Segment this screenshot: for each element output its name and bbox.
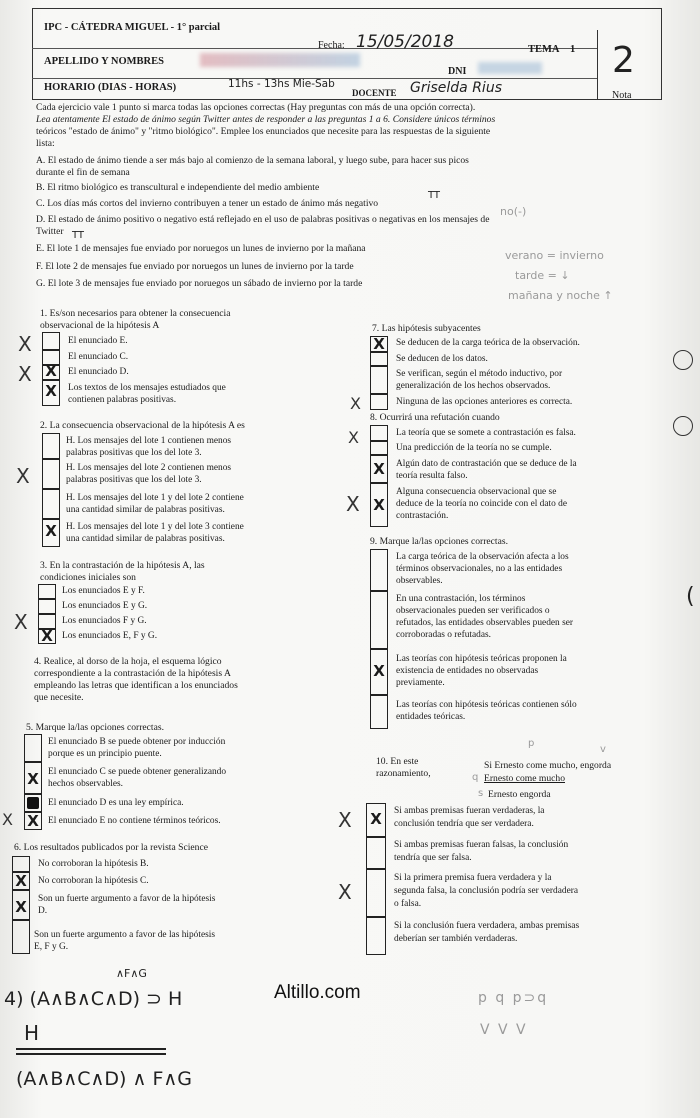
q3-checkbox-1[interactable] — [38, 584, 56, 599]
grade-cross-q8b: X — [346, 492, 360, 516]
q3-mark-4: X — [41, 627, 53, 645]
apellido-label: APELLIDO Y NOMBRES — [44, 56, 164, 67]
q10-option-2b: tendría que ser falsa. — [394, 853, 472, 863]
q8-checkbox-2[interactable] — [370, 441, 388, 455]
q3-option-4: Los enunciados E, F y G. — [62, 631, 158, 641]
q6-option-4b: E, F y G. — [34, 942, 69, 952]
q5-mark-4: X — [27, 812, 39, 830]
grade-cross-q2: X — [16, 464, 30, 488]
q4-line-2: correspondiente a la contrastación de la hipótesis A — [34, 668, 231, 679]
q9-option-4b: entidades teóricas. — [396, 712, 466, 722]
handwritten-formula-1: 4) (A∧B∧C∧D) ⊃ H — [4, 988, 183, 1010]
q2-option-1b: palabras positivas que los del lote 3. — [66, 448, 202, 458]
q9-checkbox-2[interactable] — [370, 591, 388, 649]
q2-option-2b: palabras positivas que los del lote 3. — [66, 475, 202, 485]
q1-mark-4: X — [45, 382, 57, 400]
q3-option-2: Los enunciados E y G. — [62, 601, 148, 611]
statement-d-cont: Twitter — [36, 226, 64, 237]
q10-premise-1: Si Ernesto come mucho, engorda — [484, 760, 612, 771]
q9-title: 9. Marque la/las opciones correctas. — [370, 536, 508, 547]
q10-line-1: 10. En este — [376, 756, 419, 767]
q8-mark-3: X — [373, 460, 385, 478]
q3-option-3: Los enunciados F y G. — [62, 616, 147, 626]
q4-line-3: empleando las letras que identifican a los enunciados — [34, 680, 238, 691]
q1-title-1: 1. Es/son necesarios para obtener la consecuencia — [40, 308, 231, 319]
exam-title: IPC - CÁTEDRA MIGUEL - 1° parcial — [44, 22, 221, 33]
q2-title: 2. La consecuencia observacional de la hipótesis A es — [40, 420, 245, 431]
q1-option-1: El enunciado E. — [68, 336, 128, 346]
q1-option-2: El enunciado C. — [68, 352, 129, 362]
q3-checkbox-2[interactable] — [38, 599, 56, 614]
q10-option-4a: Si la conclusión fuera verdadera, ambas premisas — [394, 921, 580, 931]
truth-table-header: p q p⊃q — [478, 990, 549, 1006]
margin-note-3: mañana y noche ↑ — [508, 289, 613, 302]
q10-mark-1: X — [370, 810, 382, 828]
horario-value: 11hs - 13hs Mie-Sab — [228, 78, 335, 90]
handwritten-rule-2 — [16, 1053, 166, 1055]
q7-option-1: Se deducen de la carga teórica de la observación. — [396, 338, 580, 348]
dni-redacted — [478, 62, 542, 74]
q6-checkbox-1[interactable] — [12, 856, 30, 872]
statement-e: E. El lote 1 de mensajes fue enviado por noruegos un lunes de invierno por la mañana — [36, 243, 366, 254]
q2-option-4b: una cantidad similar de palabras positivas. — [66, 534, 225, 544]
instructions-line-4: lista: — [36, 138, 55, 149]
nota-label: Nota — [612, 90, 632, 101]
q9-checkbox-1[interactable] — [370, 549, 388, 591]
q1-title-2: observacional de la hipótesis A — [40, 320, 160, 331]
q10-checkbox-4[interactable] — [366, 917, 386, 955]
q6-option-2: No corroboran la hipótesis C. — [38, 876, 149, 886]
q9-option-2c: refutados, las entidades observables pueden ser — [396, 618, 574, 628]
q5-option-2b: hechos observables. — [48, 779, 123, 789]
q2-checkbox-1[interactable] — [42, 433, 60, 459]
q5-option-4: El enunciado E no contiene términos teóricos. — [48, 816, 221, 826]
q4-line-4: que necesite. — [34, 692, 84, 703]
margin-note-1: verano = invierno — [505, 249, 604, 262]
q8-option-4c: contrastación. — [396, 511, 449, 521]
q9-option-1b: términos observacionales, no a las entidades — [396, 564, 563, 574]
statement-d: D. El estado de ánimo positivo o negativo está reflejado en el uso de palabras positivas o negativas en los mensajes de — [36, 214, 490, 225]
statement-c: C. Los días más cortos del invierno contribuyen a tener un estado de ánimo más negativo — [36, 198, 379, 209]
tema-value: 1 — [570, 44, 576, 55]
q1-checkbox-1[interactable] — [42, 332, 60, 350]
grade-cross-q5: X — [2, 810, 13, 829]
watermark: Altillo.com — [274, 982, 361, 1003]
grade-circle-q8 — [673, 416, 693, 436]
q2-checkbox-2[interactable] — [42, 459, 60, 489]
q10-checkbox-3[interactable] — [366, 869, 386, 917]
q10-option-1a: Si ambas premisas fueran verdaderas, la — [394, 806, 545, 816]
q2-option-2a: H. Los mensajes del lote 2 contienen menos — [66, 463, 232, 473]
q8-option-4b: deduce de la teoría no coincide con el dato de — [396, 499, 568, 509]
q10-option-2a: Si ambas premisas fueran falsas, la conclusión — [394, 840, 569, 850]
q8-option-1: La teoría que se somete a contrastación es falsa. — [396, 428, 576, 438]
margin-note-no: no(-) — [500, 205, 527, 218]
statement-a-cont: durante el fin de semana — [36, 167, 130, 178]
q10-option-1b: conclusión tendría que ser verdadera. — [394, 819, 534, 829]
q6-title: 6. Los resultados publicados por la revista Science — [14, 842, 208, 853]
q6-mark-3: X — [15, 898, 27, 916]
horario-label: HORARIO (DIAS - HORAS) — [44, 82, 177, 93]
grade-cross-q8a: X — [348, 428, 359, 447]
q7-checkbox-2[interactable] — [370, 352, 388, 366]
q3-title-2: condiciones iniciales son — [40, 572, 136, 583]
q6-checkbox-4[interactable] — [12, 920, 30, 954]
truth-table-row: V V V — [480, 1022, 528, 1038]
grade-cross-q1b: X — [18, 362, 32, 386]
q3-option-1: Los enunciados E y F. — [62, 586, 145, 596]
q7-checkbox-4[interactable] — [370, 394, 388, 410]
q9-mark-3: X — [373, 662, 385, 680]
grade-circle-q7 — [673, 350, 693, 370]
q9-option-2b: observacionales pueden ser verificados o — [396, 606, 550, 616]
margin-paren: ( — [686, 584, 695, 609]
grade-cross-q1a: X — [18, 332, 32, 356]
q5-mark-2: X — [27, 770, 39, 788]
q2-mark-4: X — [45, 522, 57, 540]
q5-title: 5. Marque la/las opciones correctas. — [26, 722, 164, 733]
q5-option-2a: El enunciado C se puede obtener generalizando — [48, 767, 227, 777]
q10-option-3a: Si la primera premisa fuera verdadera y la — [394, 873, 552, 883]
q10-option-4b: deberían ser también verdaderas. — [394, 934, 518, 944]
statement-f: F. El lote 2 de mensajes fue enviado por noruegos un lunes de invierno por la tarde — [36, 261, 354, 272]
grade-cross-q3: X — [14, 610, 28, 634]
grade-cross-q10b: X — [338, 880, 352, 904]
statement-b: B. El ritmo biológico es transcultural e independiente del medio ambiente — [36, 182, 320, 193]
q5-option-1b: porque es un principio puente. — [48, 749, 162, 759]
q1-option-4a: Los textos de los mensajes estudiados que — [68, 383, 226, 393]
q10-note-s: s — [478, 788, 484, 799]
q8-option-3a: Algún dato de contrastación que se deduce de la — [396, 459, 577, 469]
instructions-line-1: Cada ejercicio vale 1 punto si marca todas las opciones correctas (Hay preguntas con más de una opción correcta). — [36, 102, 476, 113]
margin-tt-2: TT — [72, 230, 85, 241]
q2-checkbox-3[interactable] — [42, 489, 60, 519]
q6-option-3a: Son un fuerte argumento a favor de la hipótesis — [38, 894, 216, 904]
q8-title: 8. Ocurrirá una refutación cuando — [370, 412, 500, 423]
q5-option-1a: El enunciado B se puede obtener por inducción — [48, 737, 226, 747]
q10-premise-2: Ernesto come mucho — [484, 773, 565, 784]
q10-line-2: razonamiento, — [376, 768, 431, 779]
q6-option-4a: Son un fuerte argumento a favor de las hipótesis — [34, 930, 216, 940]
grade-cross-q7: X — [350, 394, 361, 413]
q10-option-3c: o falsa. — [394, 899, 422, 909]
q4-line-1: 4. Realice, al dorso de la hoja, el esquema lógico — [34, 656, 222, 667]
q5-checkbox-1[interactable] — [24, 734, 42, 762]
q5-filled-mark-3 — [27, 797, 39, 809]
name-redacted — [200, 53, 360, 67]
q1-option-4b: contienen palabras positivas. — [68, 395, 177, 405]
q10-note-p: p — [528, 738, 535, 749]
q9-option-1a: La carga teórica de la observación afecta a los — [396, 552, 569, 562]
q9-option-1c: observables. — [396, 576, 443, 586]
q6-mark-2: X — [15, 872, 27, 890]
q9-checkbox-4[interactable] — [370, 695, 388, 729]
docente-value: Griselda Rius — [410, 80, 502, 96]
q2-option-1a: H. Los mensajes del lote 1 contienen menos — [66, 436, 232, 446]
q2-option-3a: H. Los mensajes del lote 1 y del lote 2 contiene — [66, 493, 244, 503]
instructions-line-3: teóricos "estado de ánimo" y "ritmo biológico". Emplee los enunciados que necesite para las respuestas de la siguiente — [36, 126, 491, 137]
q5-option-3: El enunciado D es una ley empírica. — [48, 798, 184, 808]
handwritten-formula-1-sup: ∧F∧G — [116, 967, 147, 980]
q10-option-3b: segunda falsa, la conclusión podría ser verdadera — [394, 886, 579, 896]
q7-option-3a: Se verifican, según el método inductivo, por — [396, 369, 563, 379]
q10-note-v: v — [600, 744, 606, 755]
margin-note-2: tarde = ↓ — [515, 269, 570, 282]
tema-label: TEMA — [528, 44, 560, 55]
q9-option-3a: Las teorías con hipótesis teóricas proponen la — [396, 654, 567, 664]
q9-option-2a: En una contrastación, los términos — [396, 594, 526, 604]
handwritten-rule — [16, 1048, 166, 1050]
handwritten-formula-2: H — [24, 1021, 40, 1045]
docente-label: DOCENTE — [352, 88, 397, 98]
fecha-label: Fecha: — [318, 40, 345, 51]
handwritten-formula-3: (A∧B∧C∧D) ∧ F∧G — [16, 1068, 193, 1090]
q2-option-4a: H. Los mensajes del lote 1 y del lote 3 contiene — [66, 522, 244, 532]
q8-option-4a: Alguna consecuencia observacional que se — [396, 487, 557, 497]
q8-option-3b: teoría resulta falso. — [396, 471, 468, 481]
q1-mark-3: X — [45, 362, 57, 380]
nota-value: 2 — [612, 40, 635, 81]
q8-mark-4: X — [373, 496, 385, 514]
q7-option-4: Ninguna de las opciones anteriores es correcta. — [396, 397, 573, 407]
q3-title-1: 3. En la contrastación de la hipótesis A, las — [40, 560, 205, 571]
q7-title: 7. Las hipótesis subyacentes — [372, 323, 481, 334]
fecha-value: 15/05/2018 — [356, 32, 454, 52]
header-divider — [32, 48, 597, 49]
q9-option-2d: corroboradas o refutadas. — [396, 630, 492, 640]
q7-mark-1: X — [373, 335, 385, 353]
q7-checkbox-3[interactable] — [370, 366, 388, 394]
q8-option-2: Una predicción de la teoría no se cumple. — [396, 443, 552, 453]
q10-conclusion: Ernesto engorda — [488, 789, 551, 800]
statement-g: G. El lote 3 de mensajes fue enviado por noruegos un sábado de invierno por la tarde — [36, 278, 363, 289]
instructions-line-2: Lea atentamente El estado de ánimo según Twitter antes de responder a las preguntas 1 a 6. Considere únicos términos — [36, 114, 496, 125]
dni-label: DNI — [448, 66, 467, 77]
q7-option-3b: generalización de los hechos observados. — [396, 381, 551, 391]
q1-option-3: El enunciado D. — [68, 367, 129, 377]
q2-option-3b: una cantidad similar de palabras positivas. — [66, 505, 225, 515]
q8-checkbox-1[interactable] — [370, 425, 388, 441]
margin-tt-1: TT — [428, 190, 441, 201]
q7-option-2: Se deducen de los datos. — [396, 354, 488, 364]
q10-checkbox-2[interactable] — [366, 837, 386, 869]
q10-note-q: q — [472, 772, 479, 783]
q9-option-3c: previamente. — [396, 678, 445, 688]
q6-option-3b: D. — [38, 906, 48, 916]
grade-cross-q10a: X — [338, 808, 352, 832]
q9-option-3b: existencia de entidades no observadas — [396, 666, 539, 676]
q9-option-4a: Las teorías con hipótesis teóricas contienen sólo — [396, 700, 577, 710]
q6-option-1: No corroboran la hipótesis B. — [38, 859, 149, 869]
statement-a: A. El estado de ánimo tiende a ser más bajo al comienzo de la semana laboral, y luego sube, para hacer sus picos — [36, 155, 469, 166]
